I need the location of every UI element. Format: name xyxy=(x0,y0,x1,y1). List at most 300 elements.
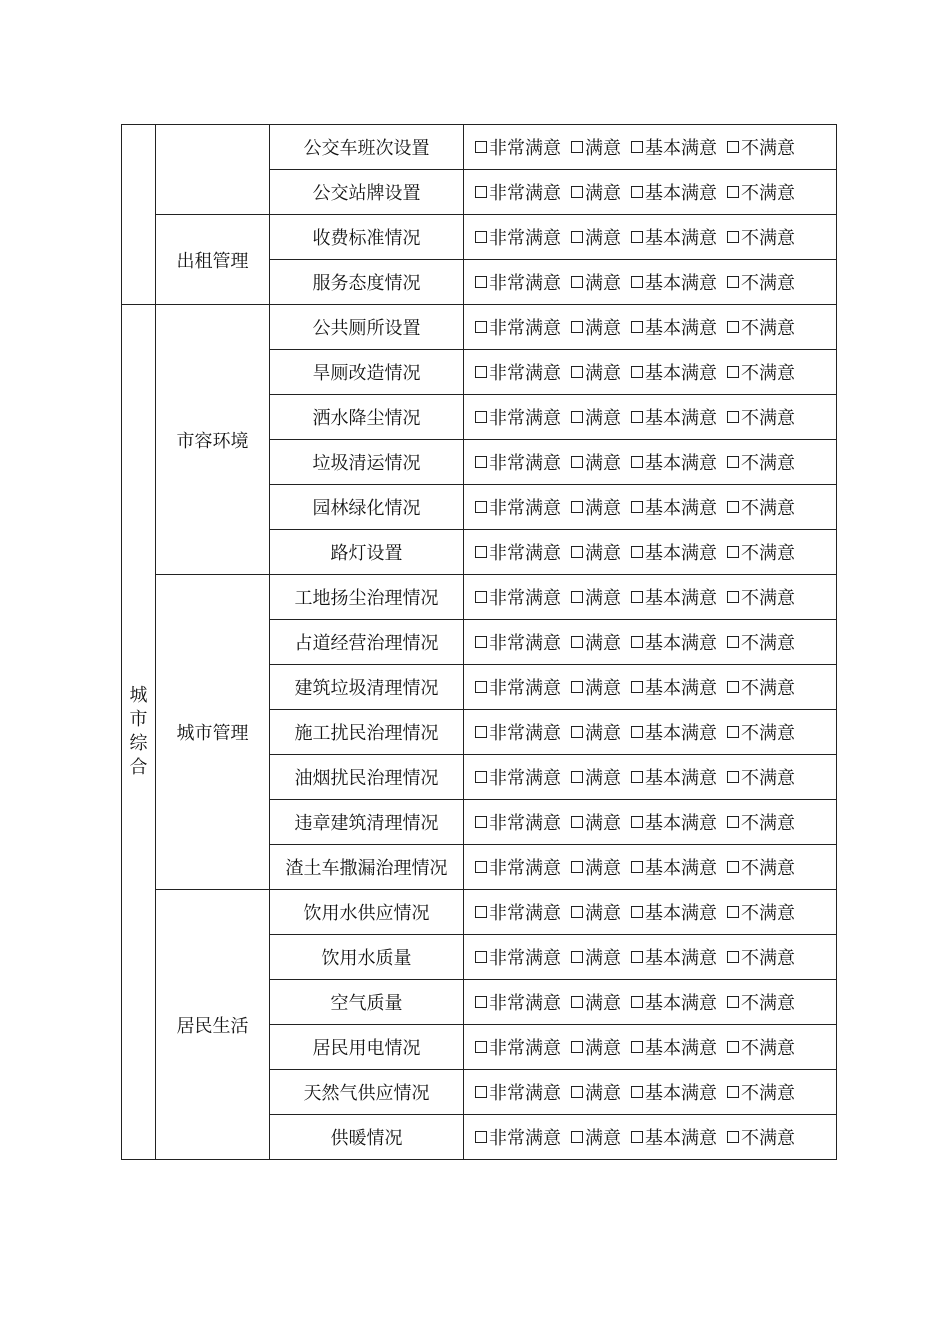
rating-option[interactable] xyxy=(571,359,621,385)
checkbox-icon[interactable] xyxy=(571,1086,583,1098)
checkbox-icon[interactable] xyxy=(475,546,487,558)
option-label: 满意 xyxy=(585,183,621,204)
option-label: 不满意 xyxy=(741,858,795,879)
checkbox-icon[interactable] xyxy=(571,771,583,783)
item-label: 旱厕改造情况 xyxy=(270,350,464,395)
option-label: 不满意 xyxy=(741,183,795,204)
option-label: 基本满意 xyxy=(645,453,717,474)
checkbox-icon[interactable] xyxy=(727,636,739,648)
rating-options xyxy=(464,1079,836,1105)
rating-option[interactable] xyxy=(631,359,717,385)
checkbox-icon[interactable] xyxy=(571,321,583,333)
rating-option[interactable] xyxy=(475,854,561,880)
rating-option[interactable] xyxy=(571,584,621,610)
checkbox-icon[interactable] xyxy=(631,906,643,918)
checkbox-icon[interactable] xyxy=(727,726,739,738)
checkbox-icon[interactable] xyxy=(475,141,487,153)
rating-option[interactable] xyxy=(727,404,795,430)
rating-option[interactable] xyxy=(475,719,561,745)
option-label: 不满意 xyxy=(741,408,795,429)
rating-option[interactable] xyxy=(571,449,621,475)
table-row xyxy=(122,575,837,620)
rating-options-cell xyxy=(464,350,837,395)
checkbox-icon[interactable] xyxy=(571,501,583,513)
option-label: 满意 xyxy=(585,1083,621,1104)
rating-option[interactable] xyxy=(571,629,621,655)
option-label: 不满意 xyxy=(741,318,795,339)
option-label: 基本满意 xyxy=(645,678,717,699)
rating-option[interactable] xyxy=(727,629,795,655)
rating-option[interactable] xyxy=(727,494,795,520)
rating-option[interactable] xyxy=(571,1124,621,1150)
option-label: 非常满意 xyxy=(489,138,561,159)
option-label: 满意 xyxy=(585,588,621,609)
item-label: 洒水降尘情况 xyxy=(270,395,464,440)
table-row xyxy=(122,215,837,260)
item-label: 收费标准情况 xyxy=(270,215,464,260)
rating-option[interactable] xyxy=(571,989,621,1015)
item-label: 施工扰民治理情况 xyxy=(270,710,464,755)
checkbox-icon[interactable] xyxy=(475,366,487,378)
checkbox-icon[interactable] xyxy=(631,366,643,378)
rating-options-cell xyxy=(464,395,837,440)
rating-option[interactable] xyxy=(727,539,795,565)
rating-option[interactable] xyxy=(571,719,621,745)
rating-option[interactable] xyxy=(727,989,795,1015)
option-label: 非常满意 xyxy=(489,183,561,204)
rating-options-cell xyxy=(464,530,837,575)
checkbox-icon[interactable] xyxy=(571,636,583,648)
rating-option[interactable] xyxy=(475,314,561,340)
rating-options xyxy=(464,404,836,430)
rating-option[interactable] xyxy=(631,629,717,655)
checkbox-icon[interactable] xyxy=(727,591,739,603)
rating-option[interactable] xyxy=(727,314,795,340)
rating-options xyxy=(464,854,836,880)
rating-options-cell xyxy=(464,935,837,980)
option-label: 非常满意 xyxy=(489,453,561,474)
rating-option[interactable] xyxy=(571,1034,621,1060)
table-row xyxy=(122,890,837,935)
checkbox-icon[interactable] xyxy=(571,681,583,693)
rating-option[interactable] xyxy=(631,314,717,340)
checkbox-icon[interactable] xyxy=(475,771,487,783)
option-label: 基本满意 xyxy=(645,1128,717,1149)
rating-option[interactable] xyxy=(727,449,795,475)
checkbox-icon[interactable] xyxy=(571,186,583,198)
rating-option[interactable] xyxy=(727,674,795,700)
survey-table-body xyxy=(122,125,837,1160)
checkbox-icon[interactable] xyxy=(631,501,643,513)
checkbox-icon[interactable] xyxy=(475,1041,487,1053)
rating-option[interactable] xyxy=(475,1124,561,1150)
category-cell xyxy=(122,125,156,305)
checkbox-icon[interactable] xyxy=(631,231,643,243)
group-cell xyxy=(156,575,270,890)
checkbox-icon[interactable] xyxy=(631,816,643,828)
option-label: 不满意 xyxy=(741,138,795,159)
rating-option[interactable] xyxy=(631,674,717,700)
rating-option[interactable] xyxy=(631,224,717,250)
checkbox-icon[interactable] xyxy=(571,996,583,1008)
rating-option[interactable] xyxy=(475,359,561,385)
checkbox-icon[interactable] xyxy=(631,321,643,333)
rating-options xyxy=(464,899,836,925)
group-label: 城市管理 xyxy=(176,723,249,744)
rating-options xyxy=(464,809,836,835)
rating-option[interactable] xyxy=(727,179,795,205)
checkbox-icon[interactable] xyxy=(571,141,583,153)
option-label: 不满意 xyxy=(741,1083,795,1104)
checkbox-icon[interactable] xyxy=(631,186,643,198)
rating-option[interactable] xyxy=(631,1124,717,1150)
option-label: 非常满意 xyxy=(489,723,561,744)
checkbox-icon[interactable] xyxy=(727,501,739,513)
rating-options-cell xyxy=(464,1070,837,1115)
option-label: 非常满意 xyxy=(489,363,561,384)
option-label: 不满意 xyxy=(741,993,795,1014)
rating-option[interactable] xyxy=(475,494,561,520)
item-label: 公交车班次设置 xyxy=(270,125,464,170)
rating-option[interactable] xyxy=(571,314,621,340)
checkbox-icon[interactable] xyxy=(727,816,739,828)
checkbox-icon[interactable] xyxy=(475,1131,487,1143)
rating-options xyxy=(464,449,836,475)
rating-option[interactable] xyxy=(571,899,621,925)
rating-option[interactable] xyxy=(727,854,795,880)
item-label: 服务态度情况 xyxy=(270,260,464,305)
checkbox-icon[interactable] xyxy=(631,546,643,558)
option-label: 非常满意 xyxy=(489,1038,561,1059)
rating-option[interactable] xyxy=(631,719,717,745)
rating-option[interactable] xyxy=(631,899,717,925)
rating-option[interactable] xyxy=(571,1079,621,1105)
checkbox-icon[interactable] xyxy=(475,681,487,693)
rating-option[interactable] xyxy=(571,404,621,430)
rating-option[interactable] xyxy=(727,584,795,610)
checkbox-icon[interactable] xyxy=(475,591,487,603)
checkbox-icon[interactable] xyxy=(631,636,643,648)
rating-option[interactable] xyxy=(571,944,621,970)
rating-options-cell xyxy=(464,980,837,1025)
checkbox-icon[interactable] xyxy=(631,411,643,423)
checkbox-icon[interactable] xyxy=(631,591,643,603)
option-label: 不满意 xyxy=(741,588,795,609)
checkbox-icon[interactable] xyxy=(475,996,487,1008)
checkbox-icon[interactable] xyxy=(631,1086,643,1098)
checkbox-icon[interactable] xyxy=(475,906,487,918)
rating-options xyxy=(464,764,836,790)
rating-option[interactable] xyxy=(727,269,795,295)
checkbox-icon[interactable] xyxy=(475,726,487,738)
rating-option[interactable] xyxy=(631,134,717,160)
checkbox-icon[interactable] xyxy=(475,276,487,288)
option-label: 基本满意 xyxy=(645,183,717,204)
option-label: 非常满意 xyxy=(489,633,561,654)
option-label: 满意 xyxy=(585,723,621,744)
option-label: 基本满意 xyxy=(645,903,717,924)
option-label: 基本满意 xyxy=(645,1038,717,1059)
rating-option[interactable] xyxy=(631,179,717,205)
checkbox-icon[interactable] xyxy=(475,816,487,828)
item-label: 饮用水供应情况 xyxy=(270,890,464,935)
rating-option[interactable] xyxy=(727,359,795,385)
group-label: 居民生活 xyxy=(176,1015,249,1037)
rating-options xyxy=(464,494,836,520)
checkbox-icon[interactable] xyxy=(475,636,487,648)
option-label: 不满意 xyxy=(741,228,795,249)
checkbox-icon[interactable] xyxy=(631,726,643,738)
checkbox-icon[interactable] xyxy=(475,1086,487,1098)
rating-option[interactable] xyxy=(631,539,717,565)
option-label: 满意 xyxy=(585,678,621,699)
rating-option[interactable] xyxy=(571,539,621,565)
checkbox-icon[interactable] xyxy=(571,1131,583,1143)
checkbox-icon[interactable] xyxy=(475,456,487,468)
option-label: 满意 xyxy=(585,993,621,1014)
rating-option[interactable] xyxy=(727,764,795,790)
rating-option[interactable] xyxy=(727,1034,795,1060)
rating-options-cell xyxy=(464,440,837,485)
rating-option[interactable] xyxy=(571,224,621,250)
rating-option[interactable] xyxy=(571,494,621,520)
group-label: 出租管理 xyxy=(176,250,249,272)
checkbox-icon[interactable] xyxy=(571,861,583,873)
table-row xyxy=(122,305,837,350)
checkbox-icon[interactable] xyxy=(631,681,643,693)
item-label: 供暖情况 xyxy=(270,1115,464,1160)
option-label: 基本满意 xyxy=(645,858,717,879)
rating-option[interactable] xyxy=(631,944,717,970)
rating-option[interactable] xyxy=(475,629,561,655)
option-label: 不满意 xyxy=(741,813,795,834)
rating-option[interactable] xyxy=(631,269,717,295)
checkbox-icon[interactable] xyxy=(631,861,643,873)
checkbox-icon[interactable] xyxy=(727,186,739,198)
checkbox-icon[interactable] xyxy=(571,276,583,288)
checkbox-icon[interactable] xyxy=(631,771,643,783)
rating-options xyxy=(464,134,836,160)
checkbox-icon[interactable] xyxy=(571,1041,583,1053)
rating-option[interactable] xyxy=(631,449,717,475)
option-label: 基本满意 xyxy=(645,633,717,654)
checkbox-icon[interactable] xyxy=(475,321,487,333)
option-label: 满意 xyxy=(585,363,621,384)
checkbox-icon[interactable] xyxy=(727,1086,739,1098)
checkbox-icon[interactable] xyxy=(571,546,583,558)
checkbox-icon[interactable] xyxy=(475,951,487,963)
checkbox-icon[interactable] xyxy=(631,1131,643,1143)
option-label: 不满意 xyxy=(741,633,795,654)
rating-option[interactable] xyxy=(727,719,795,745)
rating-option[interactable] xyxy=(631,1079,717,1105)
rating-option[interactable] xyxy=(475,449,561,475)
checkbox-icon[interactable] xyxy=(475,231,487,243)
checkbox-icon[interactable] xyxy=(727,411,739,423)
checkbox-icon[interactable] xyxy=(631,996,643,1008)
option-label: 非常满意 xyxy=(489,813,561,834)
checkbox-icon[interactable] xyxy=(727,861,739,873)
checkbox-icon[interactable] xyxy=(631,276,643,288)
rating-option[interactable] xyxy=(475,899,561,925)
checkbox-icon[interactable] xyxy=(727,1041,739,1053)
option-label: 满意 xyxy=(585,273,621,294)
rating-options-cell xyxy=(464,170,837,215)
rating-option[interactable] xyxy=(571,179,621,205)
option-label: 非常满意 xyxy=(489,318,561,339)
rating-option[interactable] xyxy=(631,584,717,610)
rating-option[interactable] xyxy=(727,1124,795,1150)
rating-option[interactable] xyxy=(475,944,561,970)
checkbox-icon[interactable] xyxy=(571,231,583,243)
checkbox-icon[interactable] xyxy=(571,816,583,828)
table-row xyxy=(122,125,837,170)
rating-option[interactable] xyxy=(475,269,561,295)
rating-option[interactable] xyxy=(475,539,561,565)
rating-option[interactable] xyxy=(631,494,717,520)
option-label: 满意 xyxy=(585,903,621,924)
rating-option[interactable] xyxy=(631,809,717,835)
checkbox-icon[interactable] xyxy=(571,411,583,423)
checkbox-icon[interactable] xyxy=(727,456,739,468)
checkbox-icon[interactable] xyxy=(631,141,643,153)
option-label: 基本满意 xyxy=(645,408,717,429)
rating-options-cell xyxy=(464,260,837,305)
rating-option[interactable] xyxy=(727,809,795,835)
rating-option[interactable] xyxy=(571,809,621,835)
option-label: 基本满意 xyxy=(645,543,717,564)
option-label: 不满意 xyxy=(741,678,795,699)
rating-option[interactable] xyxy=(475,764,561,790)
rating-options xyxy=(464,944,836,970)
checkbox-icon[interactable] xyxy=(475,501,487,513)
rating-option[interactable] xyxy=(727,224,795,250)
rating-options-cell xyxy=(464,485,837,530)
checkbox-icon[interactable] xyxy=(571,456,583,468)
option-label: 基本满意 xyxy=(645,318,717,339)
checkbox-icon[interactable] xyxy=(631,951,643,963)
item-label: 公交站牌设置 xyxy=(270,170,464,215)
option-label: 非常满意 xyxy=(489,903,561,924)
option-label: 满意 xyxy=(585,138,621,159)
rating-option[interactable] xyxy=(727,944,795,970)
checkbox-icon[interactable] xyxy=(571,366,583,378)
rating-options xyxy=(464,359,836,385)
option-label: 非常满意 xyxy=(489,948,561,969)
checkbox-icon[interactable] xyxy=(475,411,487,423)
option-label: 基本满意 xyxy=(645,813,717,834)
checkbox-icon[interactable] xyxy=(727,276,739,288)
item-label: 建筑垃圾清理情况 xyxy=(270,665,464,710)
rating-option[interactable] xyxy=(475,989,561,1015)
checkbox-icon[interactable] xyxy=(727,771,739,783)
rating-option[interactable] xyxy=(727,899,795,925)
rating-option[interactable] xyxy=(475,1079,561,1105)
checkbox-icon[interactable] xyxy=(571,951,583,963)
rating-options xyxy=(464,269,836,295)
rating-options xyxy=(464,179,836,205)
option-label: 满意 xyxy=(585,543,621,564)
rating-option[interactable] xyxy=(571,764,621,790)
option-label: 非常满意 xyxy=(489,408,561,429)
rating-option[interactable] xyxy=(475,1034,561,1060)
checkbox-icon[interactable] xyxy=(727,996,739,1008)
checkbox-icon[interactable] xyxy=(727,546,739,558)
checkbox-icon[interactable] xyxy=(571,906,583,918)
rating-option[interactable] xyxy=(571,269,621,295)
rating-option[interactable] xyxy=(475,134,561,160)
checkbox-icon[interactable] xyxy=(727,681,739,693)
option-label: 满意 xyxy=(585,768,621,789)
checkbox-icon[interactable] xyxy=(727,1131,739,1143)
rating-options-cell xyxy=(464,665,837,710)
checkbox-icon[interactable] xyxy=(727,321,739,333)
rating-options xyxy=(464,539,836,565)
rating-option[interactable] xyxy=(571,674,621,700)
rating-option[interactable] xyxy=(571,854,621,880)
rating-options-cell xyxy=(464,620,837,665)
option-label: 基本满意 xyxy=(645,228,717,249)
rating-options-cell xyxy=(464,845,837,890)
rating-option[interactable] xyxy=(475,674,561,700)
checkbox-icon[interactable] xyxy=(727,141,739,153)
rating-options-cell xyxy=(464,215,837,260)
rating-option[interactable] xyxy=(631,989,717,1015)
rating-option[interactable] xyxy=(727,1079,795,1105)
category-cell xyxy=(122,305,156,1160)
item-label: 公共厕所设置 xyxy=(270,305,464,350)
rating-options xyxy=(464,224,836,250)
rating-option[interactable] xyxy=(571,134,621,160)
option-label: 不满意 xyxy=(741,768,795,789)
checkbox-icon[interactable] xyxy=(475,186,487,198)
item-label: 渣土车撒漏治理情况 xyxy=(270,845,464,890)
option-label: 非常满意 xyxy=(489,588,561,609)
item-label: 饮用水质量 xyxy=(270,935,464,980)
checkbox-icon[interactable] xyxy=(571,726,583,738)
checkbox-icon[interactable] xyxy=(727,951,739,963)
rating-option[interactable] xyxy=(631,404,717,430)
checkbox-icon[interactable] xyxy=(631,1041,643,1053)
rating-option[interactable] xyxy=(475,224,561,250)
option-label: 基本满意 xyxy=(645,993,717,1014)
option-label: 非常满意 xyxy=(489,228,561,249)
rating-option[interactable] xyxy=(475,584,561,610)
option-label: 非常满意 xyxy=(489,768,561,789)
checkbox-icon[interactable] xyxy=(631,456,643,468)
option-label: 满意 xyxy=(585,408,621,429)
rating-option[interactable] xyxy=(475,809,561,835)
checkbox-icon[interactable] xyxy=(727,906,739,918)
option-label: 不满意 xyxy=(741,363,795,384)
rating-option[interactable] xyxy=(631,854,717,880)
option-label: 不满意 xyxy=(741,1038,795,1059)
checkbox-icon[interactable] xyxy=(571,591,583,603)
option-label: 基本满意 xyxy=(645,273,717,294)
checkbox-icon[interactable] xyxy=(475,861,487,873)
rating-option[interactable] xyxy=(631,1034,717,1060)
rating-option[interactable] xyxy=(727,134,795,160)
rating-option[interactable] xyxy=(631,764,717,790)
rating-option[interactable] xyxy=(475,404,561,430)
rating-options xyxy=(464,584,836,610)
rating-options xyxy=(464,674,836,700)
option-label: 基本满意 xyxy=(645,138,717,159)
checkbox-icon[interactable] xyxy=(727,366,739,378)
checkbox-icon[interactable] xyxy=(727,231,739,243)
option-label: 满意 xyxy=(585,498,621,519)
rating-option[interactable] xyxy=(475,179,561,205)
